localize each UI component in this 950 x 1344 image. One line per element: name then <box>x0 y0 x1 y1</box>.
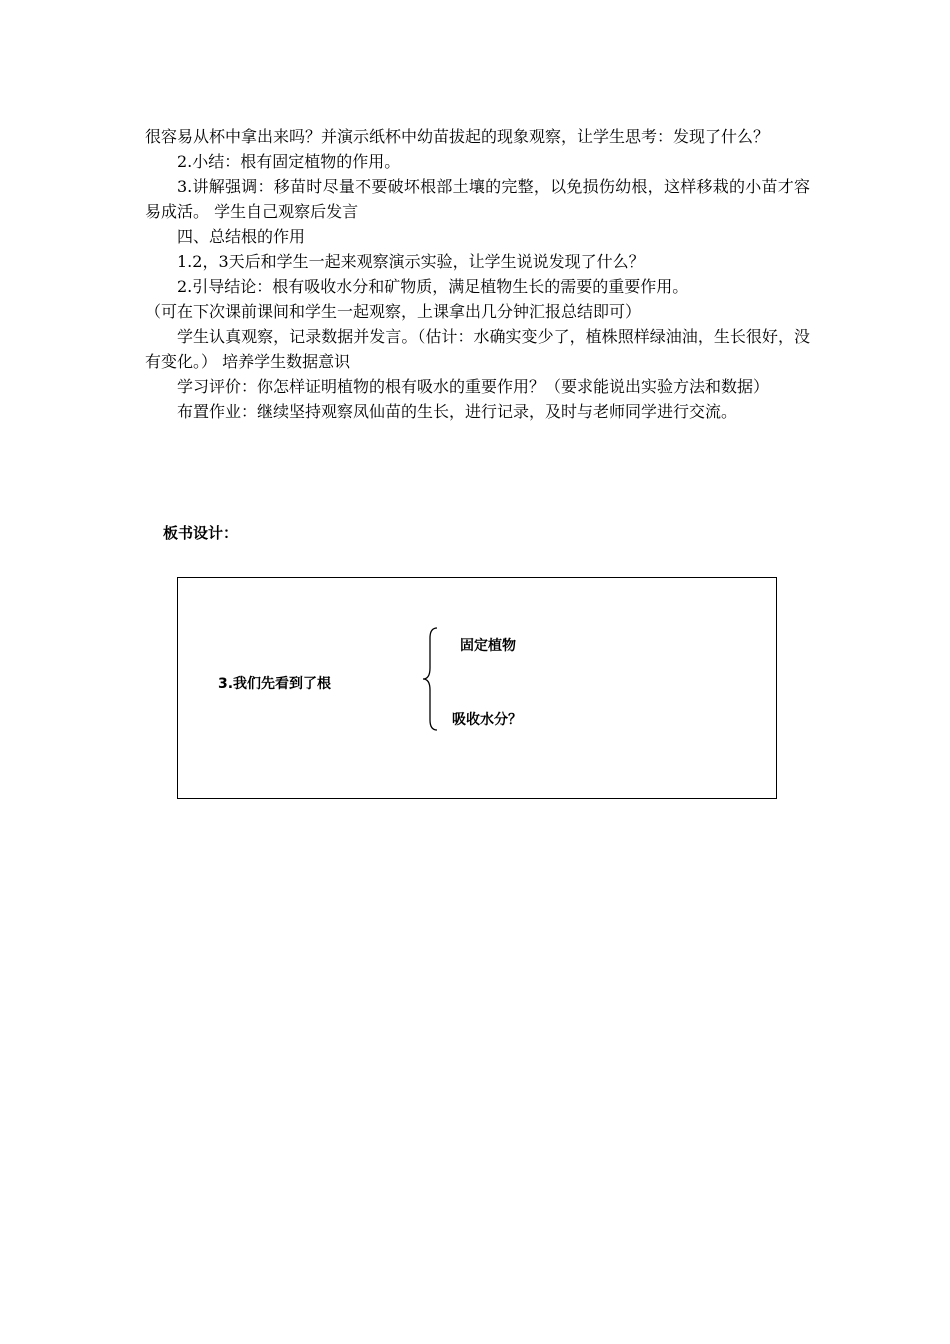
paragraph-6: 2.引导结论：根有吸收水分和矿物质，满足植物生长的需要的重要作用。 <box>177 277 689 296</box>
board-branch-absorbing: 吸收水分？ <box>452 712 522 728</box>
body-text <box>145 124 810 424</box>
brace-icon <box>422 626 442 732</box>
section-heading: 四、总结根的作用 <box>177 227 306 246</box>
board-branch-fixing: 固定植物 <box>460 638 516 654</box>
paragraph-1: 很容易从杯中拿出来吗？并演示纸杯中幼苗拔起的现象观察，让学生思考：发现了什么？ <box>145 127 770 146</box>
paragraph-9: 学习评价：你怎样证明植物的根有吸水的重要作用？（要求能说出实验方法和数据） <box>177 377 770 396</box>
paragraph-3: 3.讲解强调：移苗时尽量不要破坏根部土壤的完整，以免损伤幼根，这样移栽的小苗才容易成活。 学生自己观察后发言 <box>145 177 810 221</box>
board-design-title: 板书设计： <box>163 524 239 542</box>
paragraph-2: 2.小结：根有固定植物的作用。 <box>177 152 401 171</box>
paragraph-10: 布置作业：继续坚持观察凤仙苗的生长，进行记录，及时与老师同学进行交流。 <box>177 402 738 421</box>
paragraph-5: 1.2，3天后和学生一起来观察演示实验，让学生说说发现了什么？ <box>177 252 645 271</box>
board-design-box <box>177 577 777 799</box>
paragraph-7: （可在下次课前课间和学生一起观察，上课拿出几分钟汇报总结即可） <box>145 302 642 321</box>
board-main-text: 3.我们先看到了根 <box>218 676 332 692</box>
paragraph-8: 学生认真观察，记录数据并发言。（估计：水确实变少了，植株照样绿油油，生长很好，没有变化。） 培养学生数据意识 <box>145 327 810 371</box>
